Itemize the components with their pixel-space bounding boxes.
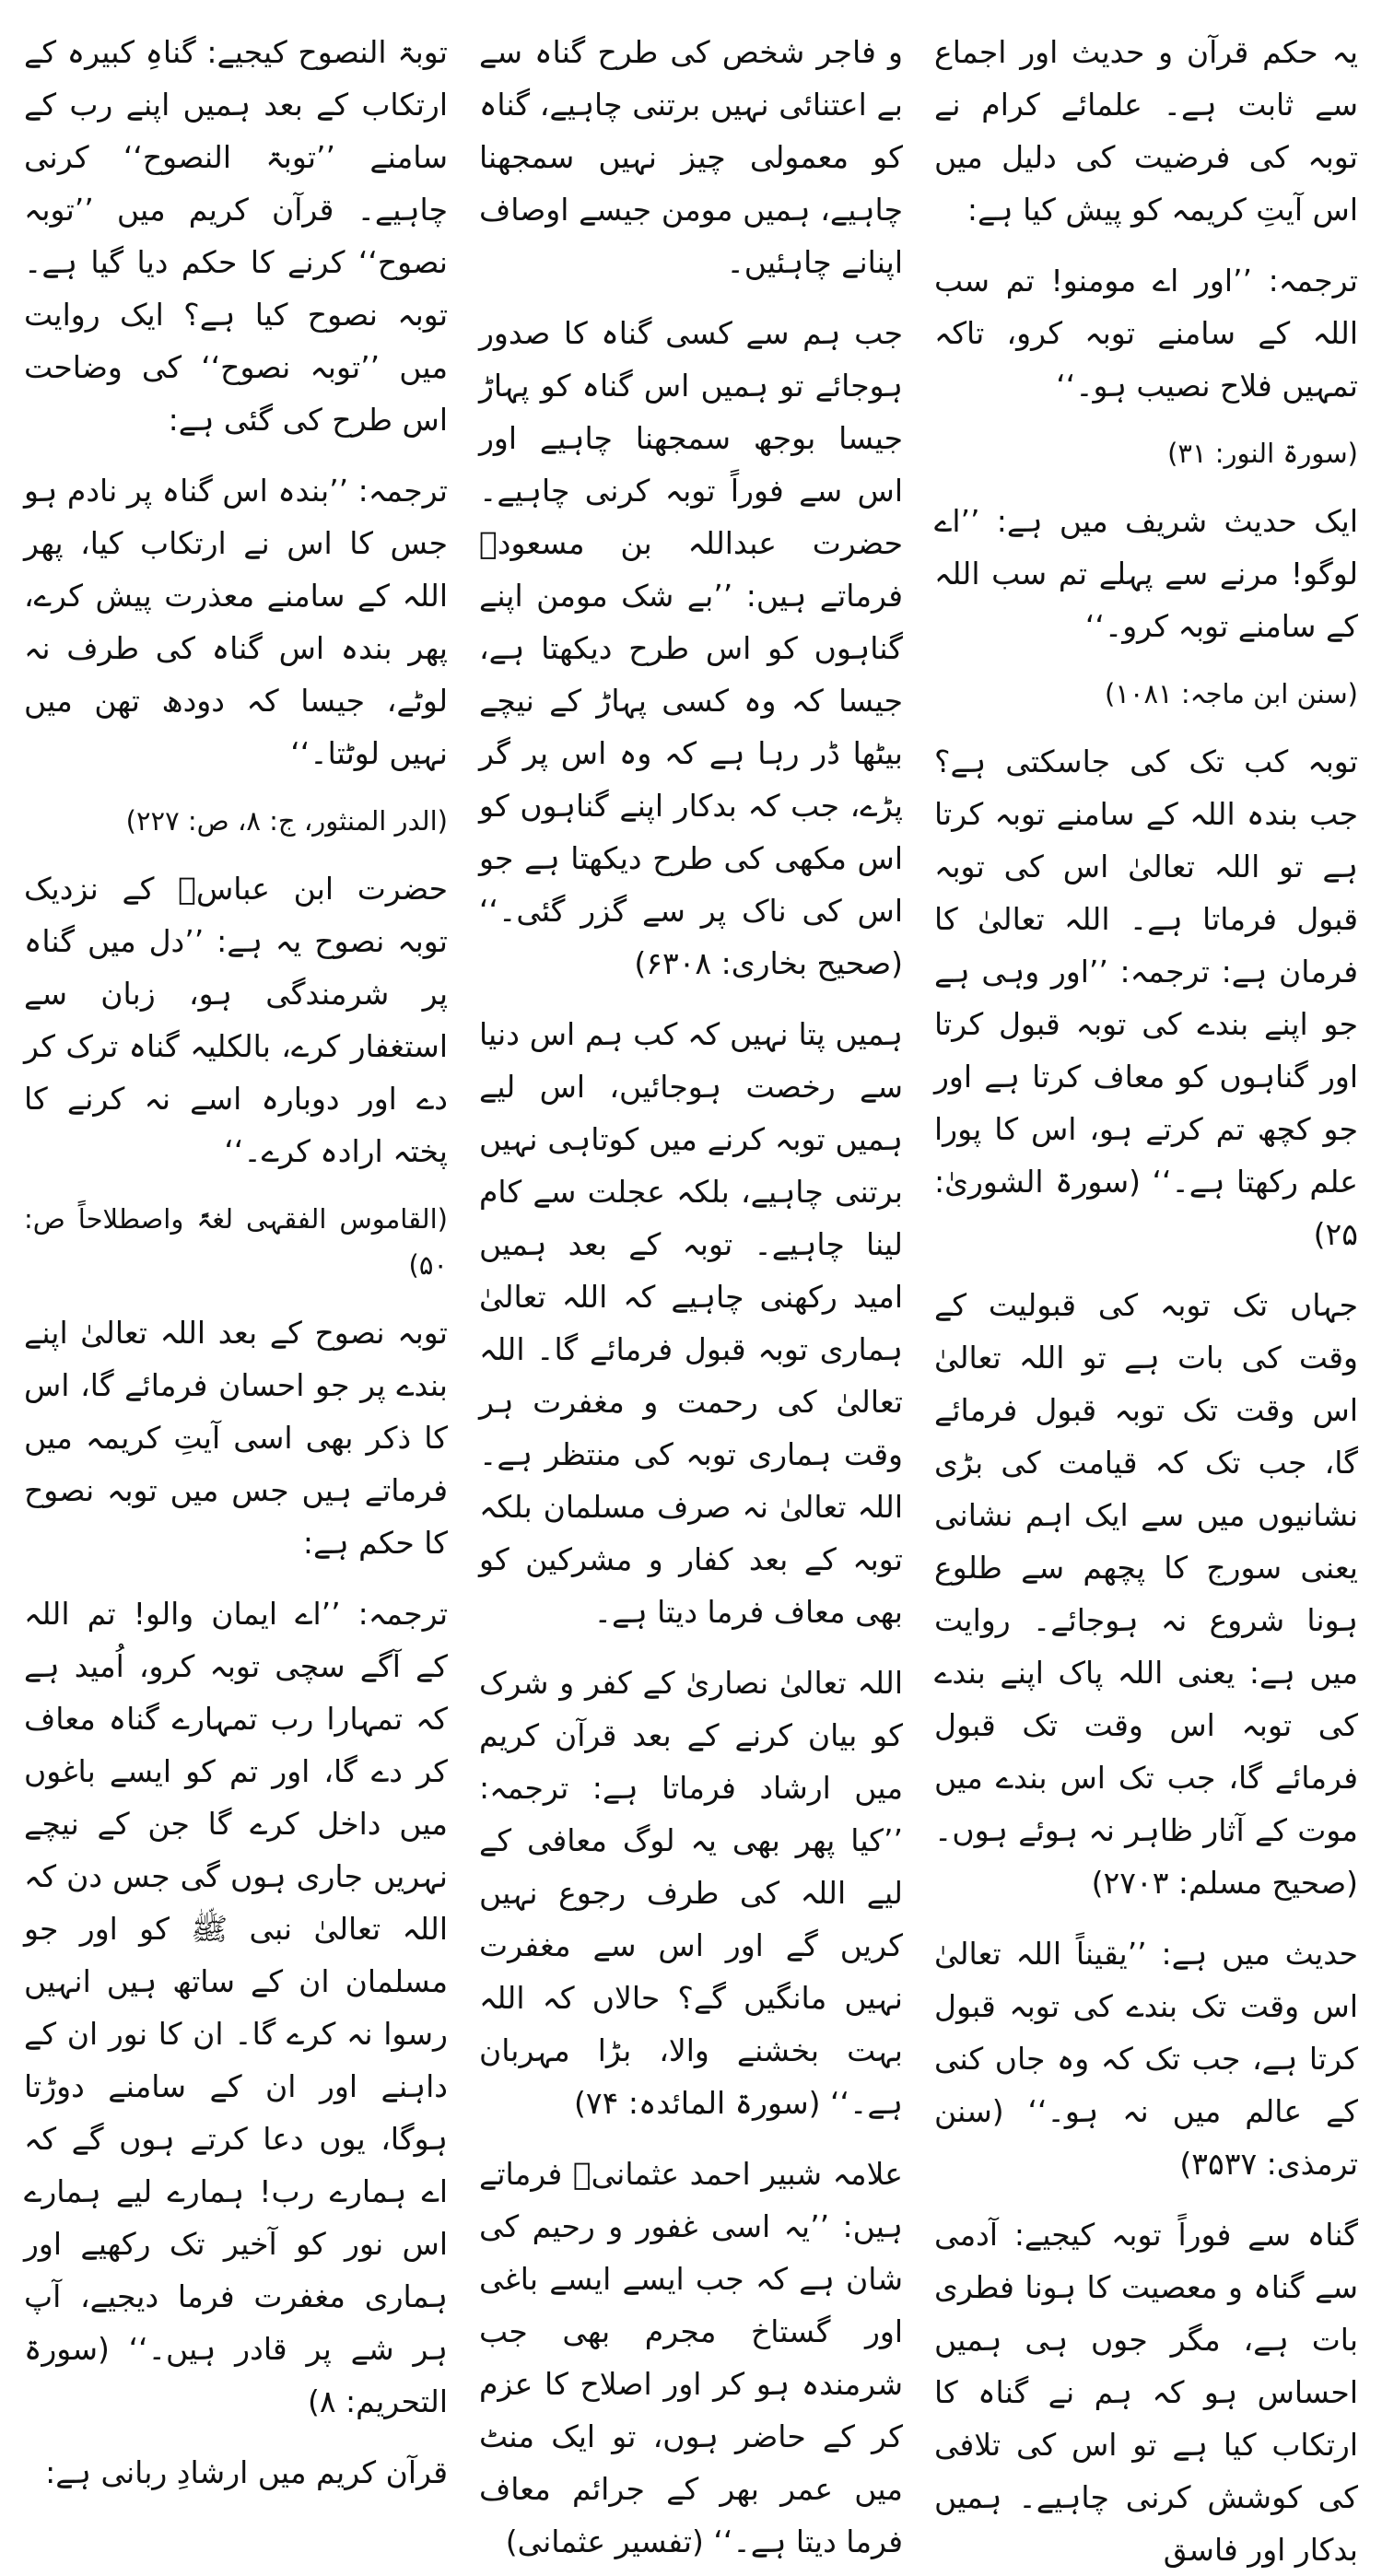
- reference: (سورۃ النور: ۳۱): [1167, 438, 1358, 469]
- paragraph: قرآن کریم میں ارشادِ ربانی ہے:: [45, 2454, 448, 2490]
- paragraph: گناہ سے فوراً توبہ کیجیے: آدمی سے گناہ و معصیت کا ہونا فطری بات ہے، مگر جوں ہی ہمیں احساس ہو کہ ہم نے گناہ کا ارتکاب کیا ہے تو اس کی تلافی کی کوشش کرنی چاہیے۔ ہمیں بدکار اور فاسق: [934, 2217, 1358, 2568]
- paragraph: توبہ کب تک کی جاسکتی ہے؟ جب بندہ اللہ کے سامنے توبہ کرتا ہے تو اللہ تعالیٰ اس کی توبہ قبول فرماتا ہے۔ اللہ تعالیٰ کا فرمان ہے: ترجمہ: ’’اور وہی ہے جو اپنے بندے کی توبہ قبول کرتا اور گناہوں کو معاف کرتا ہے اور جو کچھ تم کرتے ہو، اس کا پورا علم رکھتا ہے۔‘‘ (سورۃ الشوریٰ: ۲۵): [934, 744, 1358, 1252]
- column-left: [24, 26, 448, 2490]
- paragraph: توبۃ النصوح کیجیے: گناہِ کبیرہ کے ارتکاب کے بعد ہمیں اپنے رب کے سامنے ’’توبۃ النصوح‘‘ کرنی چاہیے۔ قرآن کریم میں ’’توبہ نصوح‘‘ کرنے کا حکم دیا گیا ہے۔ توبہ نصوح کیا ہے؟ ایک روایت میں ’’توبہ نصوح‘‘ کی وضاحت اس طرح کی گئی ہے:: [24, 34, 448, 438]
- paragraph: توبہ نصوح کے بعد اللہ تعالیٰ اپنے بندے پر جو احسان فرمائے گا، اس کا ذکر بھی اسی آیتِ کریمہ میں فرماتے ہیں جس میں توبہ نصوح کا حکم ہے:: [24, 1315, 448, 1561]
- reference: (القاموس الفقہی لغۃً واصطلاحاً ص: ۵۰): [24, 1203, 448, 1281]
- paragraph: ترجمہ: ’’اور اے مومنو! تم سب اللہ کے سامنے توبہ کرو، تاکہ تمہیں فلاح نصیب ہو۔‘‘: [934, 263, 1358, 404]
- paragraph: علامہ شبیر احمد عثمانیؒ فرماتے ہیں: ’’یہ اسی غفور و رحیم کی شان ہے کہ جب ایسے ایسے باغی اور گستاخ مجرم بھی جب شرمندہ ہو کر اور اصلاح کا عزم کر کے حاضر ہوں، تو ایک منٹ میں عمر بھر کے جرائم معاف فرما دیتا ہے۔‘‘ (تفسیر عثمانی): [479, 2156, 903, 2559]
- reference: (سنن ابن ماجہ: ۱۰۸۱): [1105, 678, 1358, 709]
- column-middle: [479, 26, 903, 2559]
- paragraph: حدیث میں ہے: ’’یقیناً اللہ تعالیٰ اس وقت تک بندے کی توبہ قبول کرتا ہے، جب تک کہ وہ جاں کنی کے عالم میں نہ ہو۔‘‘ (سنن ترمذی: ۳۵۳۷): [934, 1936, 1358, 2182]
- paragraph: و فاجر شخص کی طرح گناہ سے بے اعتنائی نہیں برتنی چاہیے، گناہ کو معمولی چیز نہیں سمجھنا چاہیے، ہمیں مومن جیسے اوصاف اپنانے چاہئیں۔: [479, 34, 903, 280]
- paragraph: ہمیں پتا نہیں کہ کب ہم اس دنیا سے رخصت ہوجائیں، اس لیے ہمیں توبہ کرنے میں کوتاہی نہیں برتنی چاہیے، بلکہ عجلت سے کام لینا چاہیے۔ توبہ کے بعد ہمیں امید رکھنی چاہیے کہ اللہ تعالیٰ ہماری توبہ قبول فرمائے گا۔ اللہ تعالیٰ کی رحمت و مغفرت ہر وقت ہماری توبہ کی منتظر ہے۔ اللہ تعالیٰ نہ صرف مسلمان بلکہ توبہ کے بعد کفار و مشرکین کو بھی معاف فرما دیتا ہے۔: [479, 1016, 903, 1630]
- paragraph: ایک حدیث شریف میں ہے: ’’اے لوگو! مرنے سے پہلے تم سب اللہ کے سامنے توبہ کرو۔‘‘: [934, 503, 1358, 644]
- paragraph: حضرت ابن عباسؓ کے نزدیک توبہ نصوح یہ ہے: ’’دل میں گناہ پر شرمندگی ہو، زبان سے استغفار کرے، بالکلیہ گناہ ترک کر دے اور دوبارہ اسے نہ کرنے کا پختہ ارادہ کرے۔‘‘: [24, 871, 448, 1169]
- paragraph: یہ حکم قرآن و حدیث اور اجماع سے ثابت ہے۔ علمائے کرام نے توبہ کی فرضیت کی دلیل میں اس آیتِ کریمہ کو پیش کیا ہے:: [934, 34, 1358, 228]
- column-right: [934, 26, 1358, 2568]
- paragraph: ترجمہ: ’’بندہ اس گناہ پر نادم ہو جس کا اس نے ارتکاب کیا، پھر اللہ کے سامنے معذرت پیش کرے، پھر بندہ اس گناہ کی طرف نہ لوٹے، جیسا کہ دودھ تھن میں نہیں لوٹتا۔‘‘: [24, 473, 448, 771]
- reference: (الدر المنثور، ج: ۸، ص: ۲۲۷): [125, 805, 448, 837]
- paragraph: ترجمہ: ’’اے ایمان والو! تم اللہ کے آگے سچی توبہ کرو، اُمید ہے کہ تمہارا رب تمہارے گناہ معاف کر دے گا، اور تم کو ایسے باغوں میں داخل کرے گا جن کے نیچے نہریں جاری ہوں گی جس دن کہ اللہ تعالیٰ نبی ﷺ کو اور جو مسلمان ان کے ساتھ ہیں انہیں رسوا نہ کرے گا۔ ان کا نور ان کے داہنے اور ان کے سامنے دوڑتا ہوگا، یوں دعا کرتے ہوں گے کہ اے ہمارے رب! ہمارے لیے ہمارے اس نور کو آخیر تک رکھیے اور ہماری مغفرت فرما دیجیے، آپ ہر شے پر قادر ہیں۔‘‘ (سورۃ التحریم: ۸): [24, 1596, 448, 2419]
- paragraph: اللہ تعالیٰ نصاریٰ کے کفر و شرک کو بیان کرنے کے بعد قرآن کریم میں ارشاد فرماتا ہے: ترجمہ: ’’کیا پھر بھی یہ لوگ معافی کے لیے اللہ کی طرف رجوع نہیں کریں گے اور اس سے مغفرت نہیں مانگیں گے؟ حالاں کہ اللہ بہت بخشنے والا، بڑا مہربان ہے۔‘‘ (سورۃ المائدہ: ۷۴): [479, 1665, 903, 2121]
- paragraph: جہاں تک توبہ کی قبولیت کے وقت کی بات ہے تو اللہ تعالیٰ اس وقت تک توبہ قبول فرمائے گا، جب تک کہ قیامت کی بڑی نشانیوں میں سے ایک اہم نشانی یعنی سورج کا پچھم سے طلوع ہونا شروع نہ ہوجائے۔ روایت میں ہے: یعنی اللہ پاک اپنے بندے کی توبہ اس وقت تک قبول فرمائے گا، جب تک اس بندے میں موت کے آثار ظاہر نہ ہوئے ہوں۔ (صحیح مسلم: ۲۷۰۳): [934, 1287, 1358, 1901]
- paragraph: جب ہم سے کسی گناہ کا صدور ہوجائے تو ہمیں اس گناہ کو پہاڑ جیسا بوجھ سمجھنا چاہیے اور اس سے فوراً توبہ کرنی چاہیے۔ حضرت عبداللہ بن مسعودؓ فرماتے ہیں: ’’بے شک مومن اپنے گناہوں کو اس طرح دیکھتا ہے، جیسا کہ وہ کسی پہاڑ کے نیچے بیٹھا ڈر رہا ہے کہ وہ اس پر گر پڑے، جب کہ بدکار اپنے گناہوں کو اس مکھی کی طرح دیکھتا ہے جو اس کی ناک پر سے گزر گئی۔‘‘ (صحیح بخاری: ۶۳۰۸): [479, 315, 903, 981]
